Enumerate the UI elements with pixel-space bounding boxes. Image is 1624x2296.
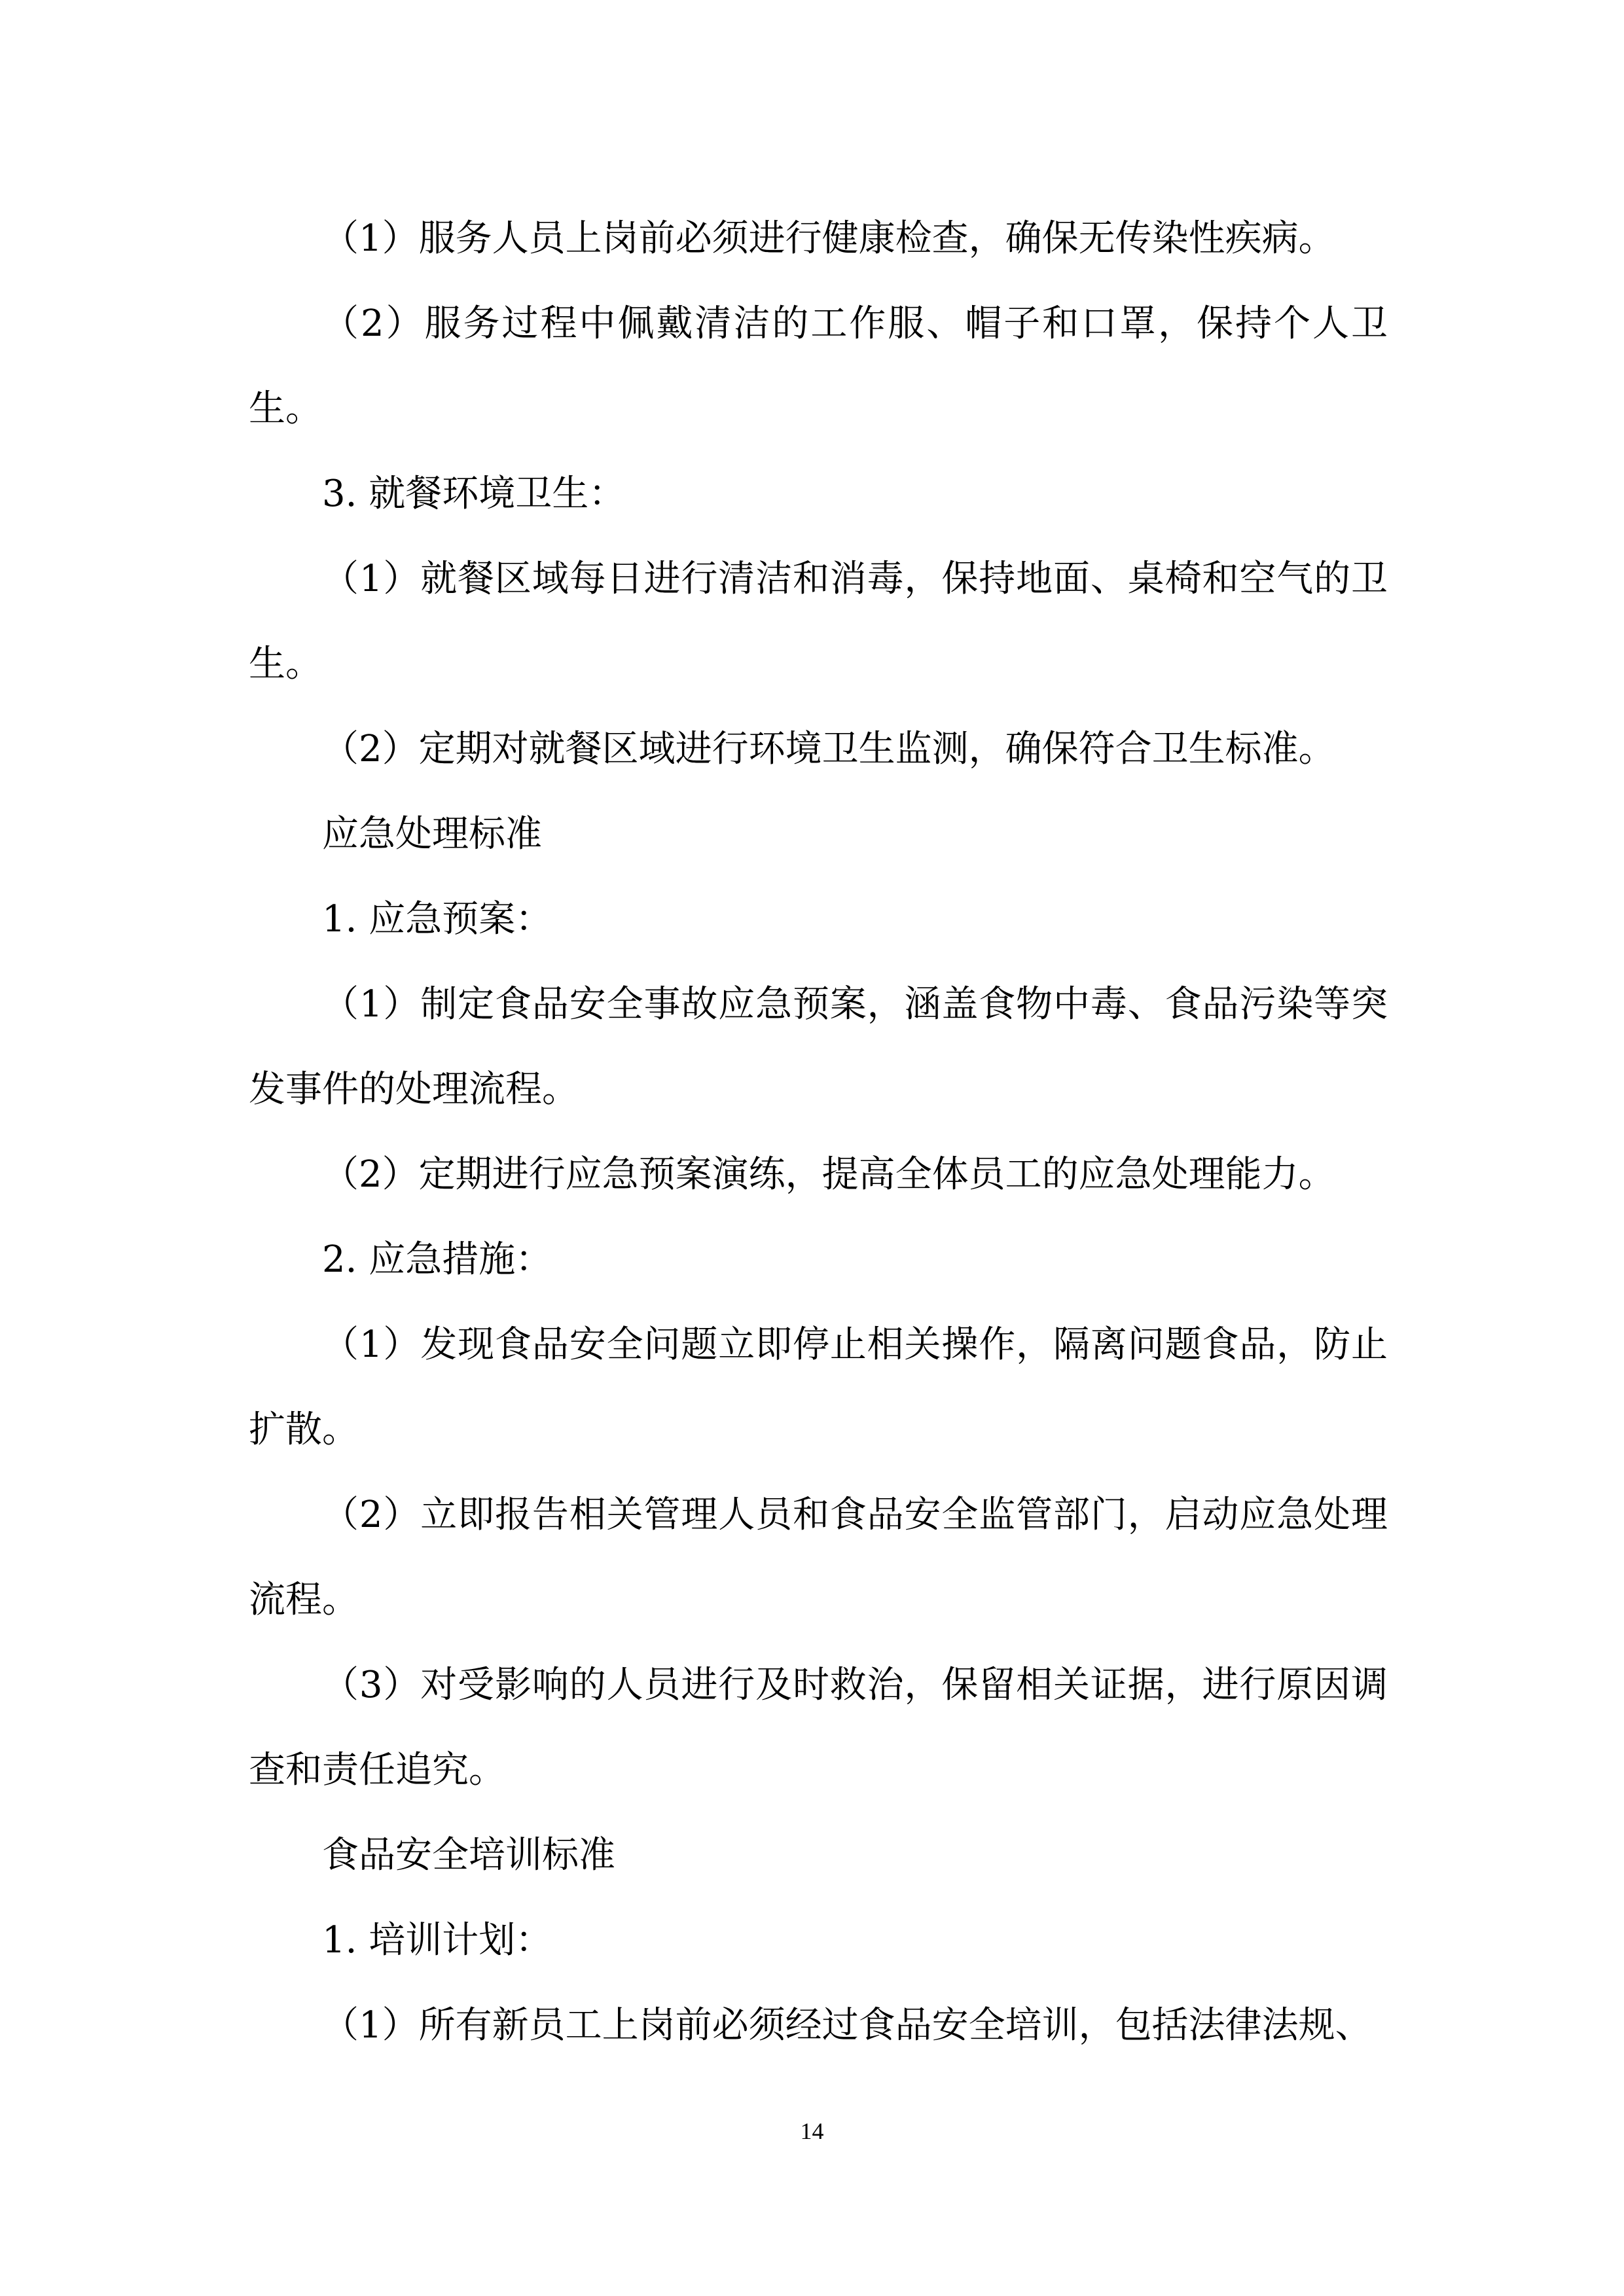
section-heading: 应急处理标准 xyxy=(322,813,542,855)
paragraph: （1）发现食品安全问题立即停止相关操作，隔离问题食品，防止扩散。 xyxy=(249,1323,1388,1451)
paragraph: （1）服务人员上岗前必须进行健康检查，确保无传染性疾病。 xyxy=(322,217,1335,260)
section-heading: 食品安全培训标准 xyxy=(322,1834,615,1876)
paragraph: （2）定期对就餐区域进行环境卫生监测，确保符合卫生标准。 xyxy=(322,728,1335,770)
paragraph: 1. 应急预案： xyxy=(322,898,552,941)
paragraph: （1）所有新员工上岗前必须经过食品安全培训，包括法律法规、 xyxy=(322,2004,1372,2047)
paragraph: （2）定期进行应急预案演练，提高全体员工的应急处理能力。 xyxy=(322,1153,1335,1196)
paragraph: （1）制定食品安全事故应急预案，涵盖食物中毒、食品污染等突发事件的处理流程。 xyxy=(249,983,1388,1111)
paragraph: 1. 培训计划： xyxy=(322,1919,552,1962)
paragraph: 3. 就餐环境卫生： xyxy=(322,473,626,515)
document-body xyxy=(249,196,1388,2068)
paragraph: （2）服务过程中佩戴清洁的工作服、帽子和口罩，保持个人卫生。 xyxy=(249,302,1388,430)
paragraph: 2. 应急措施： xyxy=(322,1238,552,1281)
paragraph: （3）对受影响的人员进行及时救治，保留相关证据，进行原因调查和责任追究。 xyxy=(249,1664,1388,1791)
paragraph: （1）就餐区域每日进行清洁和消毒，保持地面、桌椅和空气的卫生。 xyxy=(249,558,1388,685)
paragraph: （2）立即报告相关管理人员和食品安全监管部门，启动应急处理流程。 xyxy=(249,1494,1388,1621)
page-number: 14 xyxy=(800,2118,824,2144)
